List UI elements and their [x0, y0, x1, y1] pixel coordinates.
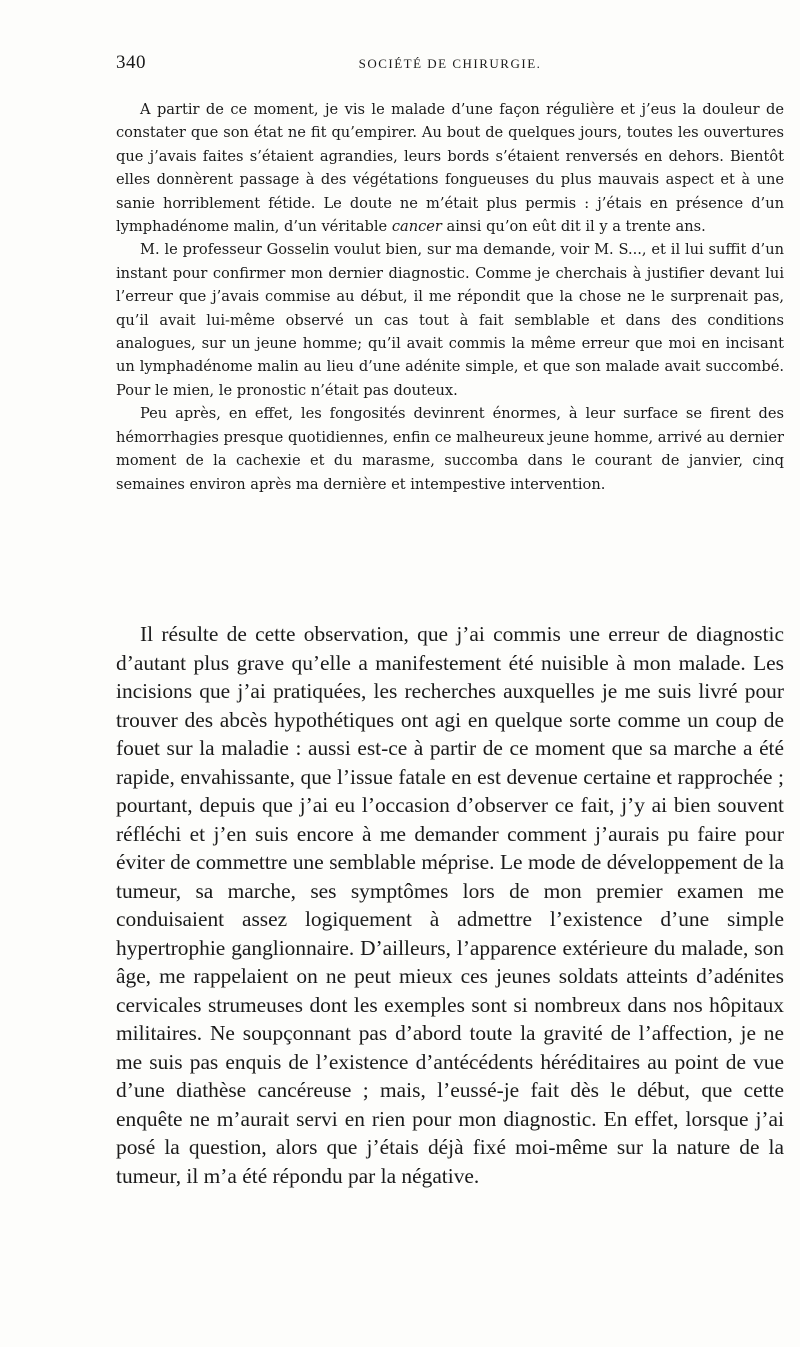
paragraph-text: A partir de ce moment, je vis le malade d’une façon régulière et j’eus la douleur de constater que son état ne fit qu’empirer. Au bout de quelques jours, toutes les ouvertures que j’avais faites s’étaient agrandies, leurs bords s’étaient renversés en dehors. Bientôt elles donnèrent passage à des végétations fongueuses du plus mauvais aspect et à une sanie horriblement fétide. Le doute ne m’était plus permis : j’étais en présence d’un lymphadénome malin, d’un véritable	[116, 101, 784, 236]
observation-paragraph-1	[116, 98, 784, 238]
observation-text	[116, 98, 784, 496]
paragraph-text: ainsi qu’on eût dit il y a trente ans.	[441, 218, 706, 236]
running-title: SOCIÉTÉ DE CHIRURGIE.	[358, 56, 542, 71]
italic-term: cancer	[391, 218, 442, 236]
commentary-text	[116, 620, 784, 1190]
commentary-paragraph: Il résulte de cette observation, que j’ai commis une erreur de diagnostic d’autant plus grave qu’elle a manifestement été nuisible à mon malade. Les incisions que j’ai pratiquées, les recherches auxquelles je me suis livré pour trouver des abcès hypothétiques ont agi en quelque sorte comme un coup de fouet sur la maladie : aussi est-ce à partir de ce moment que sa marche a été rapide, envahissante, que l’issue fatale en est devenue certaine et rapprochée ; pourtant, depuis que j’ai eu l’occasion d’observer ce fait, j’y ai bien souvent réfléchi et j’en suis encore à me demander comment j’aurais pu faire pour éviter de commettre une semblable méprise. Le mode de développement de la tumeur, sa marche, ses symptômes lors de mon premier examen me conduisaient assez logiquement à admettre l’existence d’une simple hypertrophie ganglionnaire. D’ailleurs, l’apparence extérieure du malade, son âge, me rappelaient on ne peut mieux ces jeunes soldats atteints d’adénites cervicales strumeuses dont les exemples sont si nombreux dans nos hôpitaux militaires. Ne soupçonnant pas d’abord toute la gravité de l’affection, je ne me suis pas enquis de l’existence d’antécédents héréditaires au point de vue d’une diathèse cancéreuse ; mais, l’eussé-je fait dès le début, que cette enquête ne m’aurait servi en rien pour mon diagnostic. En effet, lorsque j’ai posé la question, alors que j’étais déjà fixé moi-même sur la nature de la tumeur, il m’a été répondu par la négative.	[116, 622, 784, 1188]
observation-paragraph-2: M. le professeur Gosselin voulut bien, sur ma demande, voir M. S..., et il lui suffit d’un instant pour confirmer mon dernier diagnostic. Comme je cherchais à justifier devant lui l’erreur que j’avais commise au début, il me répondit que la chose ne le surprenait pas, qu’il avait lui-même observé un cas tout à fait semblable et dans des conditions analogues, sur un jeune homme; qu’il avait commis la même erreur que moi en incisant un lymphadénome malin au lieu d’une adénite simple, et que son malade avait succombé. Pour le mien, le pronostic n’était pas douteux.	[116, 241, 784, 399]
page-number: 340	[116, 52, 146, 73]
observation-paragraph-3: Peu après, en effet, les fongosités devinrent énormes, à leur surface se firent des hémorrhagies presque quotidiennes, enfin ce malheureux jeune homme, arrivé au dernier moment de la cachexie et du marasme, succomba dans le courant de janvier, cinq semaines environ après ma dernière et intempestive intervention.	[116, 405, 784, 493]
page-header	[116, 52, 784, 80]
